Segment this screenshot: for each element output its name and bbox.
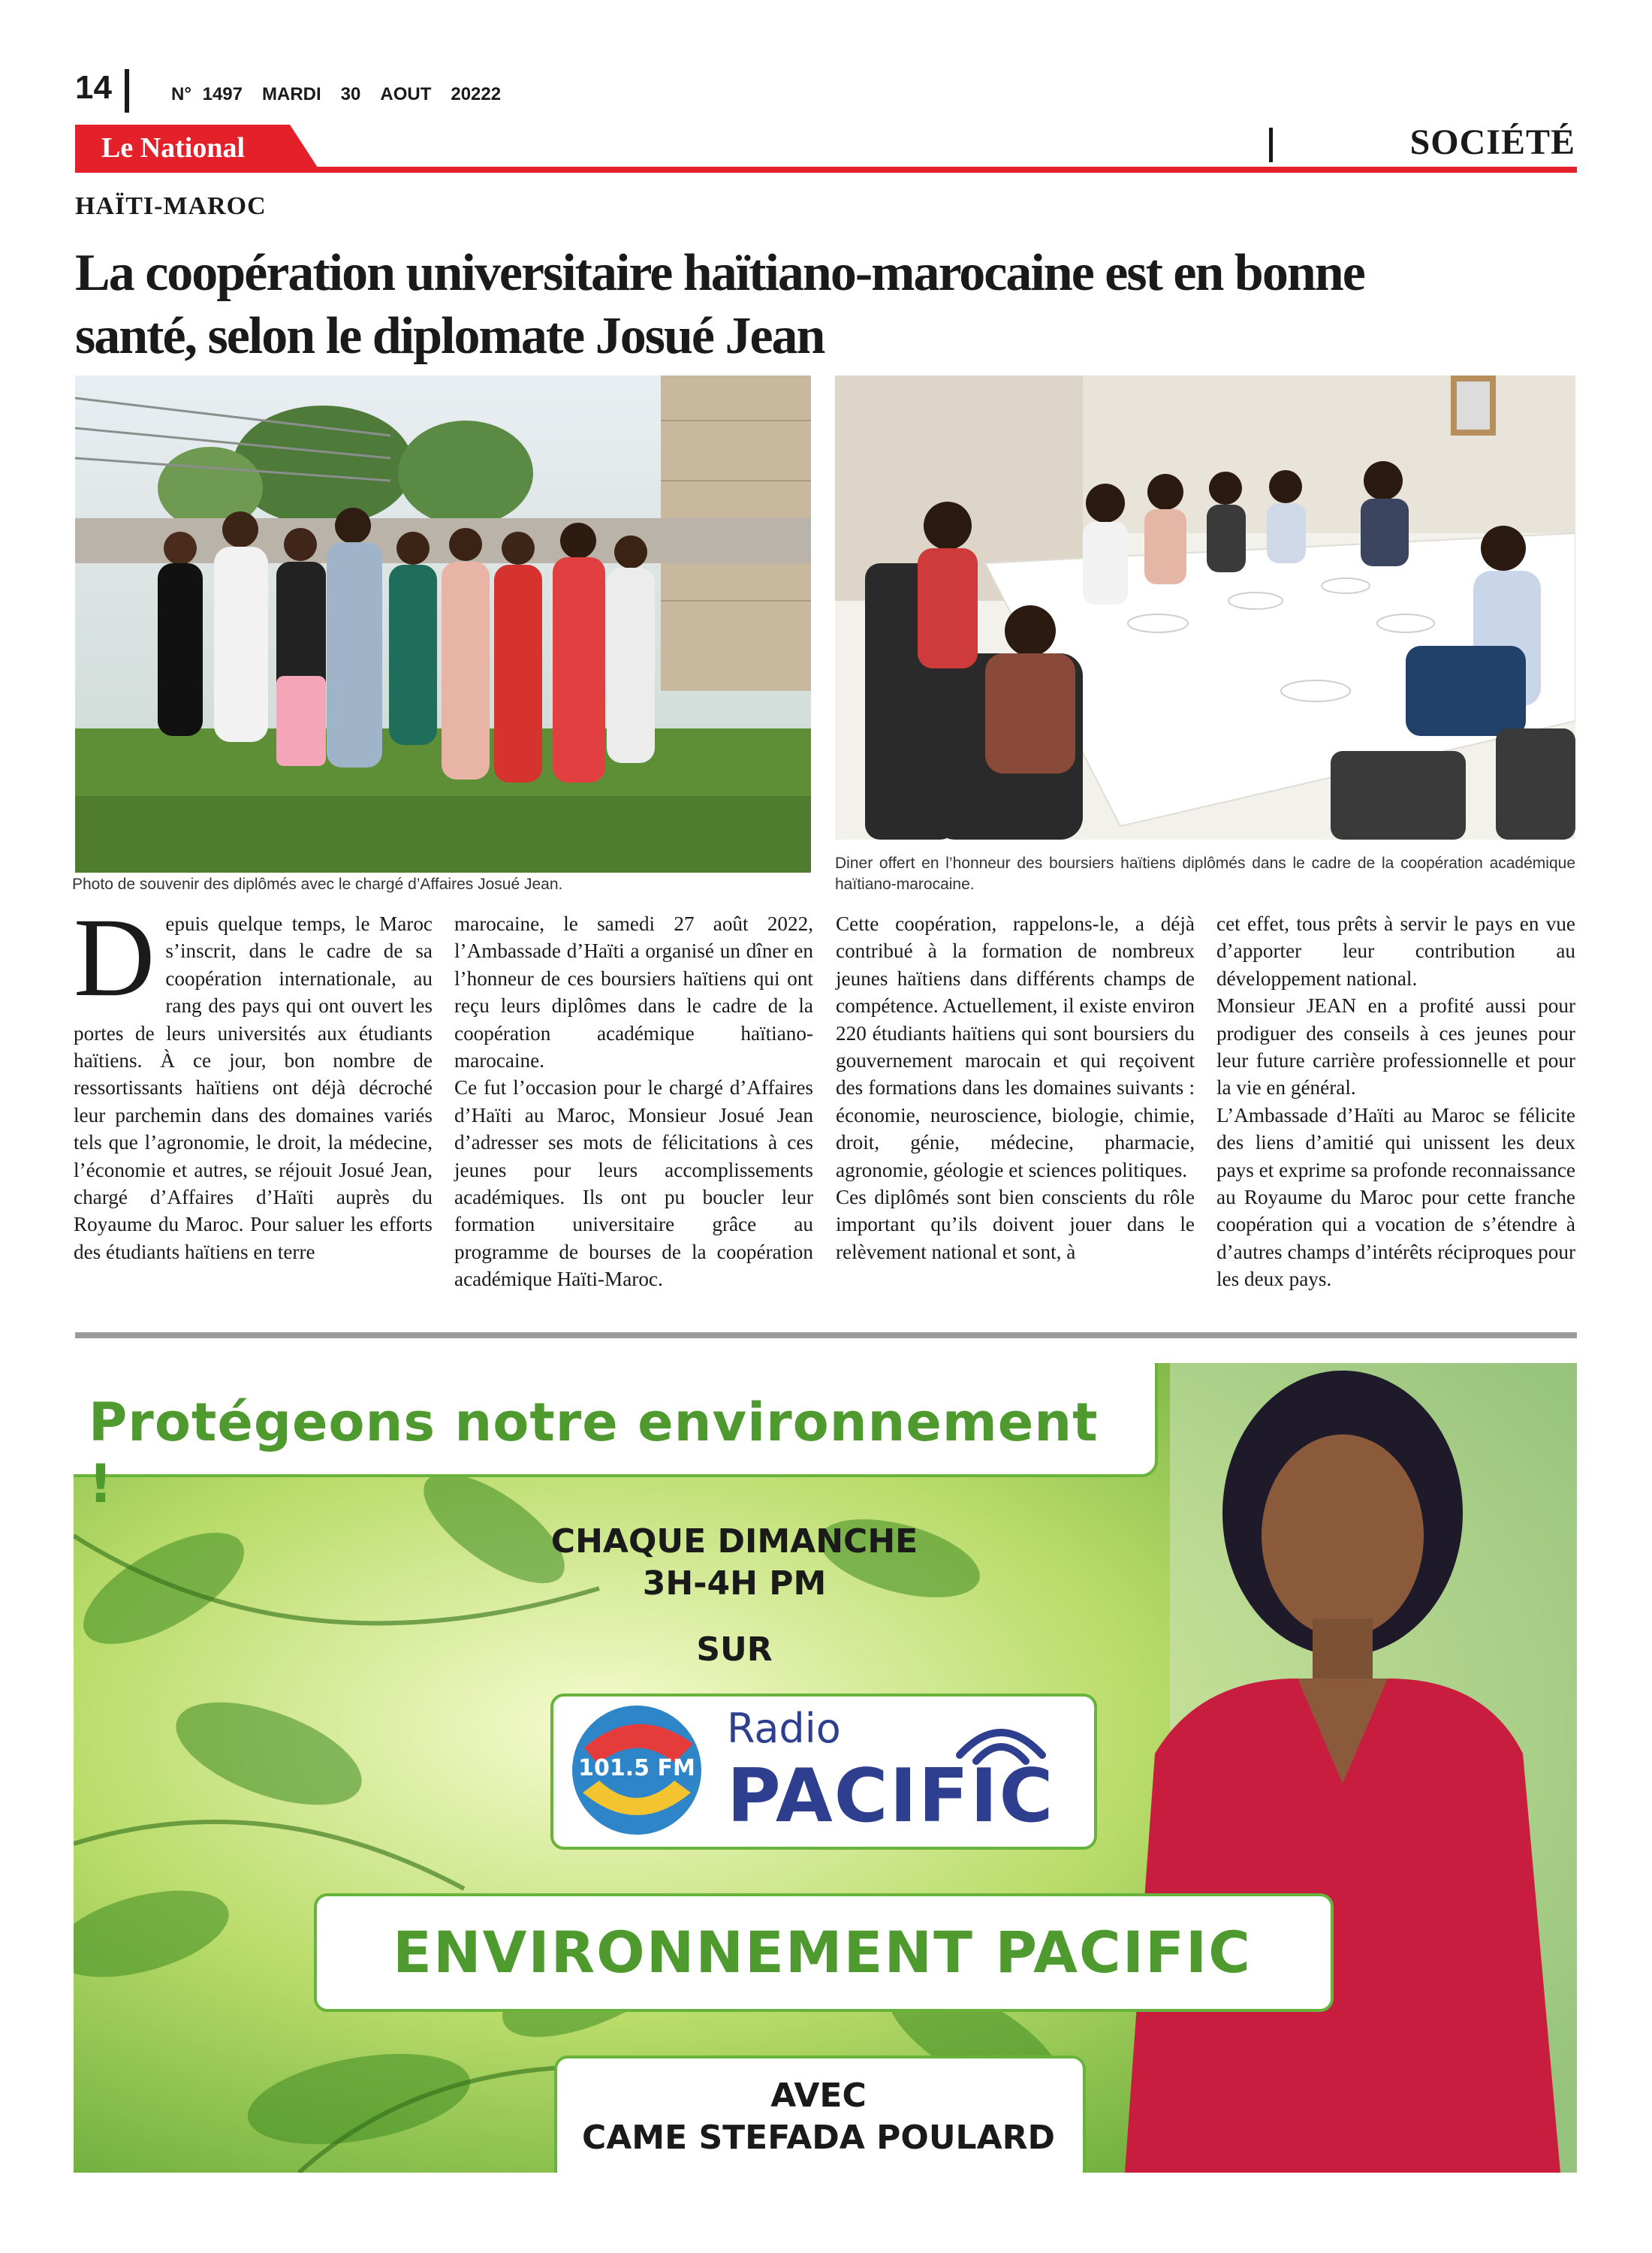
article-paragraph: cet effet, tous prêts à servir le pays en vue d’apporter leur contribution au développement national.: [1216, 912, 1575, 990]
show-title: ENVIRONNEMENT PACIFIC: [393, 1919, 1252, 1986]
article-headline: [75, 242, 1577, 368]
page-number-divider: [125, 69, 129, 113]
radio-frequency: 101.5 FM: [578, 1755, 695, 1781]
article-column-3: [836, 910, 1195, 1265]
issue-number: N° 1497: [171, 84, 243, 104]
article-paragraph: Cette coopération, rappelons-le, a déjà contribué à la formation de nombreux jeunes haïtiens dans différents champs de compétence. Actuellement, il existe environ 220 étudiants haïtiens qui sont boursiers du gouvernement marocain et qui reçoivent des formations dans les domaines suivants : économie, neuroscience, biologie, chimie, droit, génie, médecine, pharmacie, agronomie, géologie et sciences politiques.: [836, 912, 1195, 1181]
host-name: CAME STEFADA POULARD: [581, 2119, 1056, 2157]
issue-info: [171, 84, 520, 105]
article-paragraph: Ce fut l’occasion pour le chargé d’Affaires d’Haïti au Maroc, Monsieur Josué Jean d’adresser ses mots de félicitations à ces jeunes pour leurs accomplissements académiques. Ils ont pu boucler leur formation universitaire grâce au programme de bourses de la coopération académique Haïti-Maroc.: [454, 1076, 813, 1291]
dinner-table-illustration: [835, 376, 1575, 840]
newspaper-name: Le National: [101, 132, 246, 164]
radio-station-name: PACIFIC: [727, 1754, 1055, 1839]
article-column-4: [1216, 910, 1575, 1293]
photo2-caption: Diner offert en l’honneur des boursiers haïtiens diplômés dans le cadre de la coopération académique haïtiano-marocaine.: [835, 855, 1575, 893]
radio-word: Radio: [727, 1705, 841, 1752]
article-paragraph: [74, 895, 433, 1265]
ad-schedule-day: CHAQUE DIMANCHE: [550, 1522, 918, 1561]
headline-line-1: La coopération universitaire haïtiano-marocaine est en bonne: [75, 244, 1364, 302]
article-paragraph: Ces diplômés sont bien conscients du rôle important qu’ils doivent jouer dans le relèvement national et sont, à: [836, 1186, 1195, 1263]
page-number: 14: [75, 69, 112, 106]
graduates-group-illustration: [75, 376, 811, 873]
article-column-1: [74, 895, 433, 1265]
issue-year: 20222: [451, 84, 502, 104]
graduates-group-photo: [75, 376, 811, 873]
ad-schedule-time: 3H-4H PM: [642, 1564, 827, 1603]
ad-on-label: SUR: [696, 1630, 773, 1669]
article-column-2: [454, 910, 813, 1293]
ad-slogan: Protégeons notre environnement !: [89, 1392, 1099, 1515]
radio-show-advertisement: [74, 1363, 1577, 2173]
with-label: AVEC: [770, 2077, 867, 2115]
article-paragraph: Monsieur JEAN en a profité aussi pour prodiguer des conseils à ces jeunes pour leur future carrière professionnelle et pour la vie en général.: [1216, 994, 1575, 1099]
article-paragraph: L’Ambassade d’Haïti au Maroc se félicite des liens d’amitié qui unissent les deux pays et exprime sa profonde reconnaissance au Royaume du Maroc pour cette franche coopération qui a vocation de s’étendre à d’autres champs d’intérêts réciproques pour les deux pays.: [1216, 1103, 1575, 1291]
issue-day: 30: [340, 84, 361, 104]
issue-month: AOUT: [380, 84, 432, 104]
section-divider: [1269, 128, 1273, 162]
article-kicker: HAÏTI-MAROC: [75, 192, 267, 220]
drop-cap: D: [74, 895, 155, 1020]
issue-weekday: MARDI: [262, 84, 321, 104]
section-label: SOCIÉTÉ: [1409, 122, 1575, 162]
article-paragraph: marocaine, le samedi 27 août 2022, l’Ambassade d’Haïti a organisé un dîner en l’honneur de ces boursiers haïtiens qui ont reçu leurs diplômes dans le cadre de la coopération académique haïtiano-marocaine.: [454, 912, 813, 1072]
dinner-photo: [835, 376, 1575, 840]
photo1-caption: Photo de souvenir des diplômés avec le chargé d’Affaires Josué Jean.: [72, 876, 563, 893]
paragraph-text: epuis quelque temps, le Maroc s’inscrit, dans le cadre de sa coopération internationale, au rang des pays qui ont ouvert les portes de leurs universités aux étudiants haïtiens. À ce jour, bon nombre de ressortissants haïtiens ont déjà décroché leur parchemin dans des domaines variés tels que l’agronomie, le droit, la médecine, l’économie et autres, se réjouit Josué Jean, chargé d’Affaires d’Haïti auprès du Royaume du Maroc. Pour saluer les efforts des étudiants haïtiens en terre: [74, 912, 433, 1263]
section-separator: [75, 1332, 1577, 1338]
header-rule: [75, 167, 1577, 173]
headline-line-2: santé, selon le diplomate Josué Jean: [75, 307, 824, 365]
